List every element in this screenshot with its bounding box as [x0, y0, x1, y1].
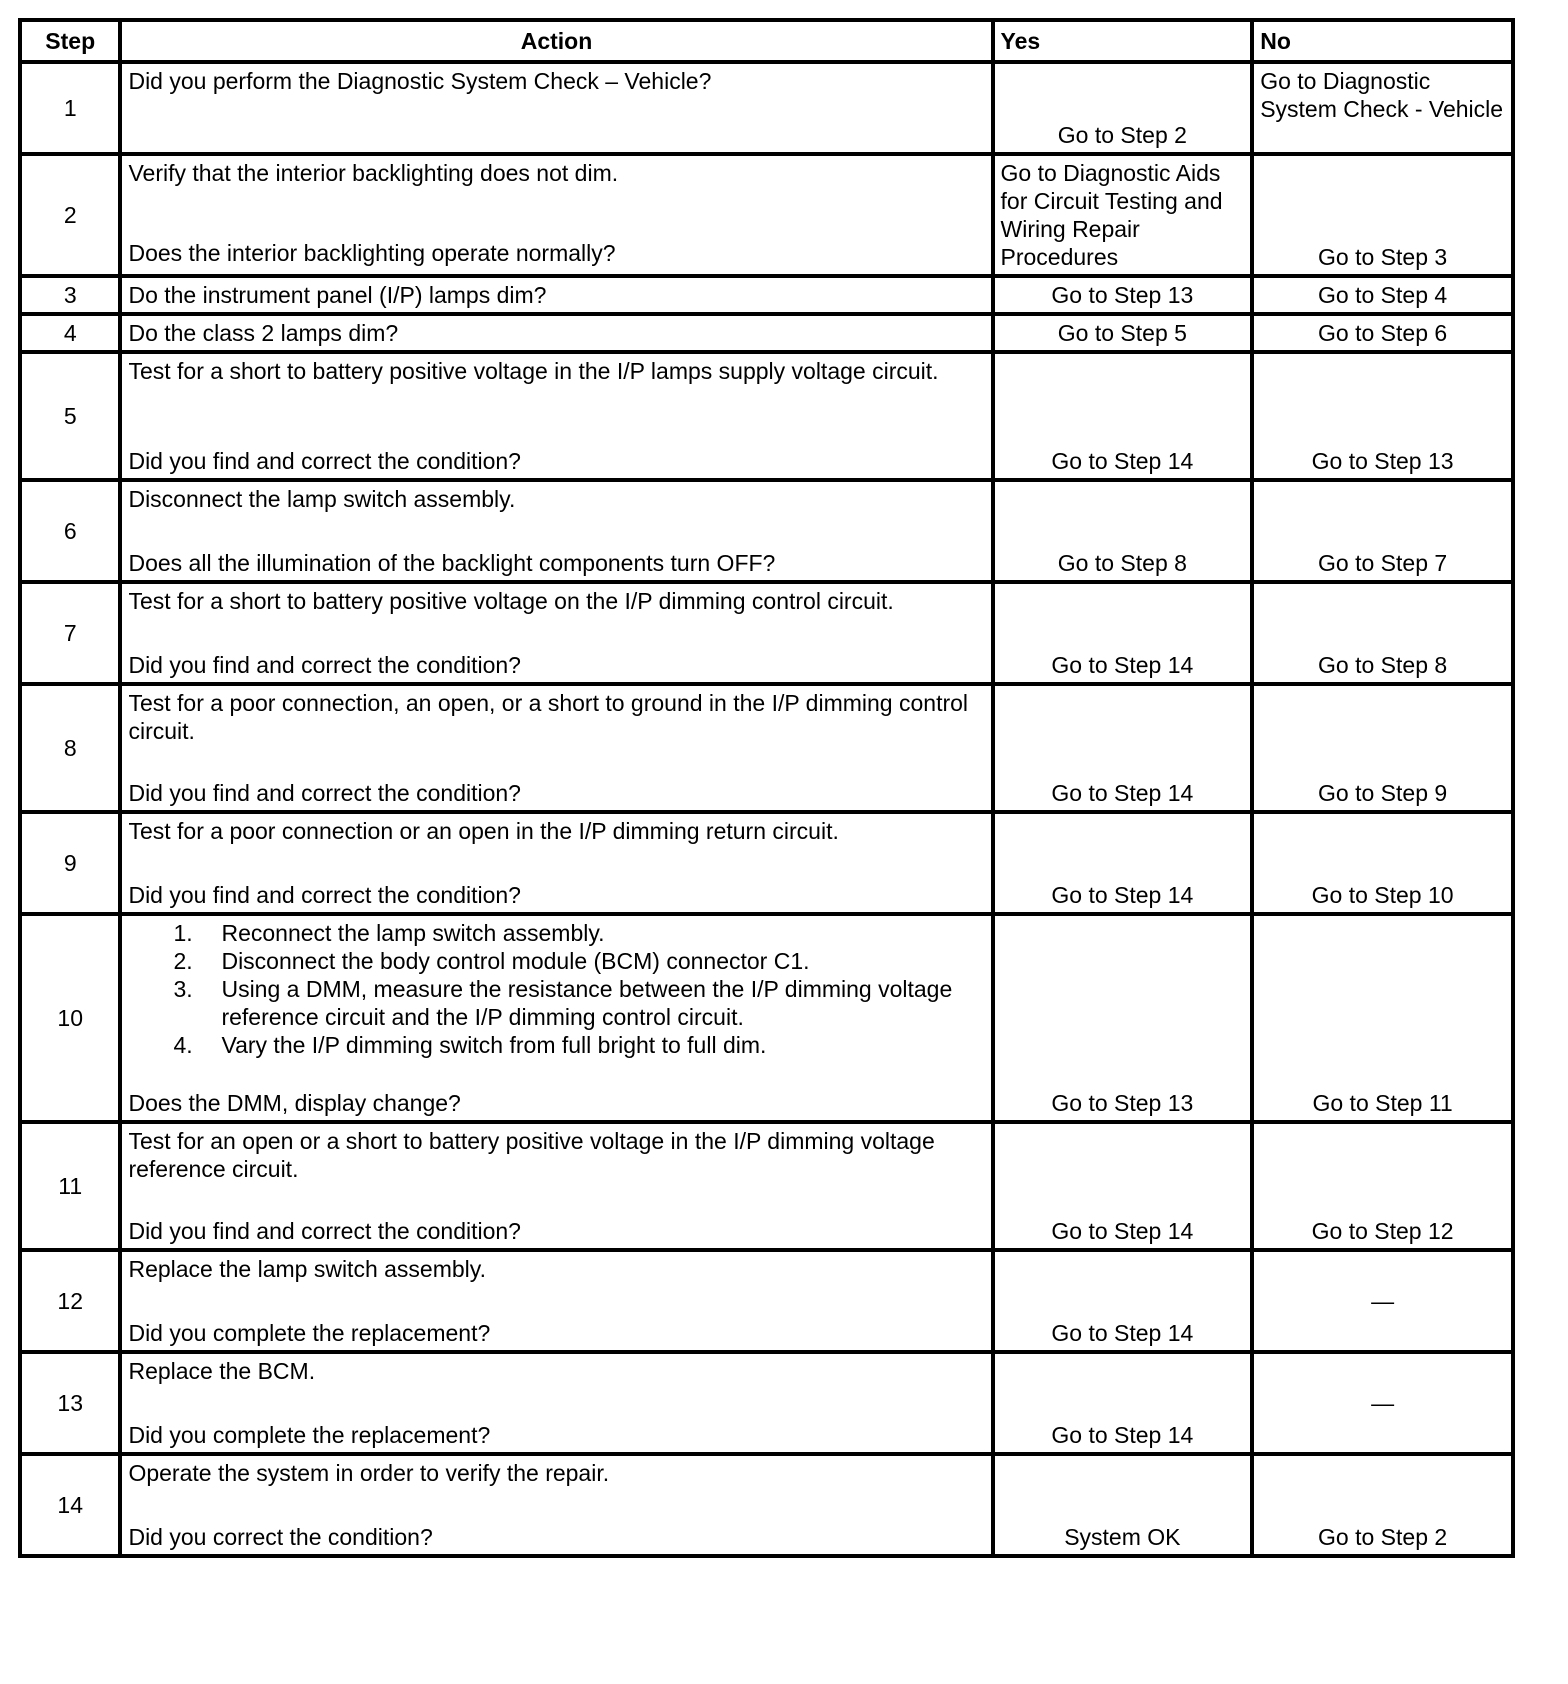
no-result: Go to Step 12: [1252, 1122, 1513, 1250]
table-row: [20, 1352, 1513, 1454]
no-result: —: [1252, 1352, 1513, 1454]
step-number: 6: [20, 480, 120, 582]
action-text: Disconnect the lamp switch assembly.: [128, 486, 516, 512]
table-row: [20, 812, 1513, 914]
table-row: [20, 62, 1513, 154]
yes-result: System OK: [993, 1454, 1253, 1556]
action-cell: [120, 314, 992, 352]
yes-result: Go to Step 14: [993, 582, 1253, 684]
no-result: —: [1252, 1250, 1513, 1352]
step-number: 12: [20, 1250, 120, 1352]
no-result: Go to Step 10: [1252, 812, 1513, 914]
yes-result: Go to Step 14: [993, 1250, 1253, 1352]
header-row: [20, 20, 1513, 62]
table-row: [20, 276, 1513, 314]
action-cell: [120, 62, 992, 154]
action-cell: [120, 582, 992, 684]
yes-result: Go to Step 14: [993, 1352, 1253, 1454]
action-question: Did you complete the replacement?: [128, 1422, 491, 1448]
table-row: [20, 314, 1513, 352]
step-number: 3: [20, 276, 120, 314]
action-text: Did you perform the Diagnostic System Check – Vehicle?: [128, 68, 712, 94]
no-result: Go to Step 6: [1252, 314, 1513, 352]
yes-result: Go to Step 14: [993, 1122, 1253, 1250]
no-result: Go to Step 4: [1252, 276, 1513, 314]
no-result: Go to Step 11: [1252, 914, 1513, 1122]
action-text: Do the instrument panel (I/P) lamps dim?: [128, 282, 547, 308]
table-row: [20, 1454, 1513, 1556]
step-number: 13: [20, 1352, 120, 1454]
yes-result: Go to Step 14: [993, 812, 1253, 914]
substep-text: Using a DMM, measure the resistance between the I/P dimming voltage reference circuit and the I/P dimming control circuit.: [221, 976, 953, 1030]
step-number: 11: [20, 1122, 120, 1250]
table-row: [20, 352, 1513, 480]
yes-result: Go to Step 8: [993, 480, 1253, 582]
substep-item: [173, 947, 984, 975]
substep-item: [173, 1031, 984, 1059]
table-row: [20, 1250, 1513, 1352]
action-text: Do the class 2 lamps dim?: [128, 320, 399, 346]
header-no: No: [1252, 20, 1513, 62]
substep-list: [128, 919, 984, 1059]
action-text: Replace the BCM.: [128, 1358, 316, 1384]
action-cell: [120, 154, 992, 276]
substep-text: Reconnect the lamp switch assembly.: [221, 920, 605, 946]
action-cell: [120, 1352, 992, 1454]
substep-number: 4.: [173, 1032, 193, 1058]
table-body: [20, 62, 1513, 1556]
action-question: Does the DMM, display change?: [128, 1090, 461, 1116]
action-text: Test for a poor connection or an open in the I/P dimming return circuit.: [128, 818, 839, 844]
action-text: Test for a short to battery positive voltage in the I/P lamps supply voltage circuit.: [128, 358, 939, 384]
no-result: Go to Step 8: [1252, 582, 1513, 684]
header-step: Step: [20, 20, 120, 62]
action-text: Verify that the interior backlighting does not dim.: [128, 160, 619, 186]
table-row: [20, 684, 1513, 812]
action-cell: [120, 1122, 992, 1250]
step-number: 4: [20, 314, 120, 352]
action-question: Did you complete the replacement?: [128, 1320, 491, 1346]
diagnostic-table: [18, 18, 1515, 1558]
action-question: Did you find and correct the condition?: [128, 780, 521, 806]
table-row: [20, 1122, 1513, 1250]
action-text: Operate the system in order to verify the repair.: [128, 1460, 610, 1486]
no-result: Go to Step 7: [1252, 480, 1513, 582]
no-result: Go to Step 3: [1252, 154, 1513, 276]
action-question: Did you find and correct the condition?: [128, 652, 521, 678]
action-text: Test for an open or a short to battery positive voltage in the I/P dimming voltage reference circuit.: [128, 1128, 935, 1182]
yes-result: Go to Step 2: [993, 62, 1253, 154]
yes-result: Go to Diagnostic Aids for Circuit Testing and Wiring Repair Procedures: [993, 154, 1253, 276]
table-row: [20, 582, 1513, 684]
action-text: Replace the lamp switch assembly.: [128, 1256, 486, 1282]
no-result: Go to Step 9: [1252, 684, 1513, 812]
step-number: 10: [20, 914, 120, 1122]
step-number: 7: [20, 582, 120, 684]
substep-number: 1.: [173, 920, 193, 946]
action-cell: [120, 1454, 992, 1556]
step-number: 14: [20, 1454, 120, 1556]
header-yes: Yes: [993, 20, 1253, 62]
yes-result: Go to Step 13: [993, 914, 1253, 1122]
substep-text: Vary the I/P dimming switch from full bright to full dim.: [221, 1032, 767, 1058]
step-number: 1: [20, 62, 120, 154]
action-question: Did you correct the condition?: [128, 1524, 433, 1550]
substep-number: 3.: [173, 976, 193, 1002]
step-number: 2: [20, 154, 120, 276]
substep-item: [173, 975, 984, 1031]
header-action: Action: [120, 20, 992, 62]
yes-result: Go to Step 5: [993, 314, 1253, 352]
step-number: 8: [20, 684, 120, 812]
action-cell: [120, 812, 992, 914]
action-cell: [120, 276, 992, 314]
action-question: Does all the illumination of the backlight components turn OFF?: [128, 550, 776, 576]
action-question: Did you find and correct the condition?: [128, 882, 521, 908]
action-question: Did you find and correct the condition?: [128, 448, 521, 474]
action-question: Does the interior backlighting operate normally?: [128, 240, 616, 266]
step-number: 9: [20, 812, 120, 914]
action-cell: [120, 684, 992, 812]
action-cell: [120, 480, 992, 582]
yes-result: Go to Step 13: [993, 276, 1253, 314]
action-cell: [120, 352, 992, 480]
no-result: Go to Diagnostic System Check - Vehicle: [1252, 62, 1513, 154]
substep-item: [173, 919, 984, 947]
substep-text: Disconnect the body control module (BCM) connector C1.: [221, 948, 810, 974]
table-row: [20, 154, 1513, 276]
table-row: [20, 480, 1513, 582]
action-text: Test for a short to battery positive voltage on the I/P dimming control circuit.: [128, 588, 894, 614]
no-result: Go to Step 13: [1252, 352, 1513, 480]
action-cell: [120, 1250, 992, 1352]
table-row: [20, 914, 1513, 1122]
step-number: 5: [20, 352, 120, 480]
action-text: Test for a poor connection, an open, or a short to ground in the I/P dimming control circuit.: [128, 690, 969, 744]
yes-result: Go to Step 14: [993, 352, 1253, 480]
no-result: Go to Step 2: [1252, 1454, 1513, 1556]
substep-number: 2.: [173, 948, 193, 974]
yes-result: Go to Step 14: [993, 684, 1253, 812]
action-cell: [120, 914, 992, 1122]
action-question: Did you find and correct the condition?: [128, 1218, 521, 1244]
